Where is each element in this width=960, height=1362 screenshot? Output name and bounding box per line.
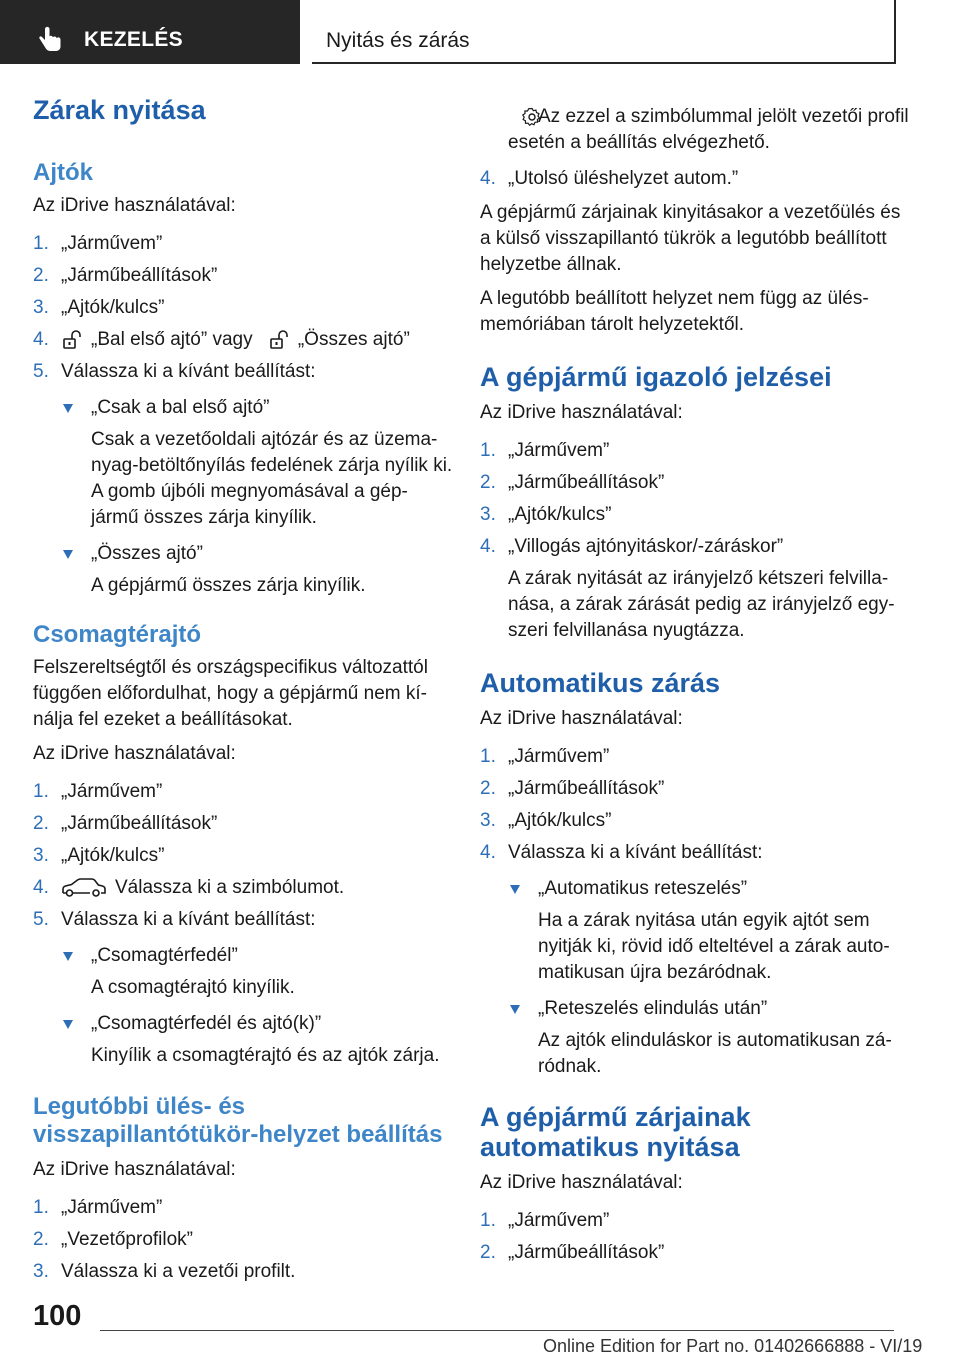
list-item: 3. „Ajtók/kulcs” [33,297,165,318]
seat-para-2: A legutóbb beállított helyzet nem függ az ülés-memóriában tárolt helyzetektől. [480,288,869,335]
car-icon [61,877,107,899]
chapter-tab-label: Nyitás és zárás [326,29,470,52]
autounlock-intro: Az iDrive használatával: [480,1172,683,1193]
trunk-para: Felszereltségtől és országspecifikus változattól függően előfordulhat, hogy a gépjármű nem kí-nálja fel ezeket a beállításokat. [33,657,428,730]
option-bullet: „Csomagtérfedél” [33,943,453,969]
right-column [480,104,910,1266]
list-item: 3. „Ajtók/kulcs” [33,845,165,866]
list-item: 1. „Járművem” [480,1210,610,1231]
list-item: 2. „Járműbeállítások” [480,1242,665,1263]
triangle-bullet-icon [510,1005,520,1014]
list-item: 1. „Járművem” [480,746,610,767]
autolock-steps [480,744,910,866]
list-item: 5. Válassza ki a kívánt beállítást: [33,909,316,930]
option-bullet: „Csak a bal első ajtó” [33,395,453,421]
footer-divider [100,1330,894,1331]
triangle-bullet-icon [510,885,520,894]
list-item: 5. Válassza ki a kívánt beállítást: [33,361,316,382]
page-header [0,0,960,66]
list-item: 2. „Járműbeállítások” [33,813,218,834]
hand-pointer-icon [36,26,64,54]
option-bullet: „Reteszelés elindulás után” [480,996,910,1022]
signals-description: A zárak nyitását az irányjelző kétszeri felvilla-nása, a zárak zárását pedig az irányjelző egy-szeri felvillanása nyugtázza. [508,568,895,641]
subheading-last-seat-position: Legutóbbi ülés- és visszapillantótükör-helyzet beállítás [33,1093,443,1148]
unlock-icon [268,329,290,351]
section-title-auto-unlock: A gépjármű zárjainak automatikus nyitása [480,1102,751,1162]
list-item: 4. Válassza ki a kívánt beállítást: [480,842,763,863]
page-number: 100 [33,1300,82,1332]
edition-note: Online Edition for Part no. 01402666888 - VI/19 [543,1336,923,1356]
subheading-trunk: Csomagtérajtó [33,621,202,648]
option-description: Csak a vezetőoldali ajtózár és az üzema-nyag-betöltőnyílás fedelének zárja nyílik ki. A gomb újbóli megnyomásával a gép-jármű összes zárja kinyílik. [91,429,453,528]
trunk-steps [33,779,453,933]
gear-icon [522,107,542,127]
list-item: 4. „Utolsó üléshelyzet autom.” [480,168,739,189]
section-title-signals: A gépjármű igazoló jelzései [480,362,832,392]
chapter-tab[interactable] [312,0,896,64]
seat-steps [33,1195,453,1285]
section-tab-label: KEZELÉS [84,28,183,51]
gear-note: Az ezzel a szimbólummal jelölt vezetői profil esetén a beállítás elvégezhető. [508,106,909,153]
signals-steps [480,438,910,560]
subheading-doors: Ajtók [33,159,93,186]
section-title-unlocking: Zárak nyitása [33,95,206,125]
list-item: 1. „Járművem” [33,1197,163,1218]
section-tab[interactable] [0,0,300,64]
option-description: A csomagtérajtó kinyílik. [91,977,295,998]
list-item: 1. „Járművem” [33,233,163,254]
option-description: Kinyílik a csomagtérajtó és az ajtók zárja. [91,1045,440,1066]
list-item: 4. „Villogás ajtónyitáskor/-záráskor” [480,536,784,557]
doors-intro: Az iDrive használatával: [33,195,236,216]
list-item: 1. „Járművem” [33,781,163,802]
list-item: 3. „Ajtók/kulcs” [480,504,612,525]
trunk-intro: Az iDrive használatával: [33,743,236,764]
section-title-auto-lock: Automatikus zárás [480,668,721,698]
list-item: 3. Válassza ki a vezetői profilt. [33,1261,296,1282]
unlock-icon [61,329,83,351]
list-item: 2. „Járműbeállítások” [33,265,218,286]
autolock-intro: Az iDrive használatával: [480,708,683,729]
list-item: 4. Válassza ki a szimbólumot. [33,877,345,898]
list-item: 2. „Járműbeállítások” [480,472,665,493]
autounlock-steps [480,1208,910,1266]
list-item: 2. „Vezetőprofilok” [33,1229,194,1250]
doors-steps [33,231,453,385]
triangle-bullet-icon [63,404,73,413]
option-bullet: „Összes ajtó” [33,541,453,567]
list-item: 3. „Ajtók/kulcs” [480,810,612,831]
seat-intro: Az iDrive használatával: [33,1159,236,1180]
seat-para-1: A gépjármű zárjainak kinyitásakor a vezetőülés és a külső visszapillantó tükrök a legutóbb beállított helyzetbe állnak. [480,202,901,275]
triangle-bullet-icon [63,550,73,559]
triangle-bullet-icon [63,1020,73,1029]
option-description: A gépjármű összes zárja kinyílik. [91,575,366,596]
list-item: 2. „Járműbeállítások” [480,778,665,799]
option-description: Az ajtók elinduláskor is automatikusan zá-ródnak. [538,1030,892,1077]
list-item: 1. „Járművem” [480,440,610,461]
triangle-bullet-icon [63,952,73,961]
option-bullet: „Automatikus reteszelés” [480,876,910,902]
signals-intro: Az iDrive használatával: [480,402,683,423]
option-description: Ha a zárak nyitása után egyik ajtót sem nyitják ki, rövid idő elteltével a zárak auto-matikusan újra bezáródnak. [538,910,890,983]
option-bullet: „Csomagtérfedél és ajtó(k)” [33,1011,453,1037]
list-item: 4. „Bal első ajtó” vagy „Összes ajtó” [33,329,410,350]
left-column [33,95,453,1285]
